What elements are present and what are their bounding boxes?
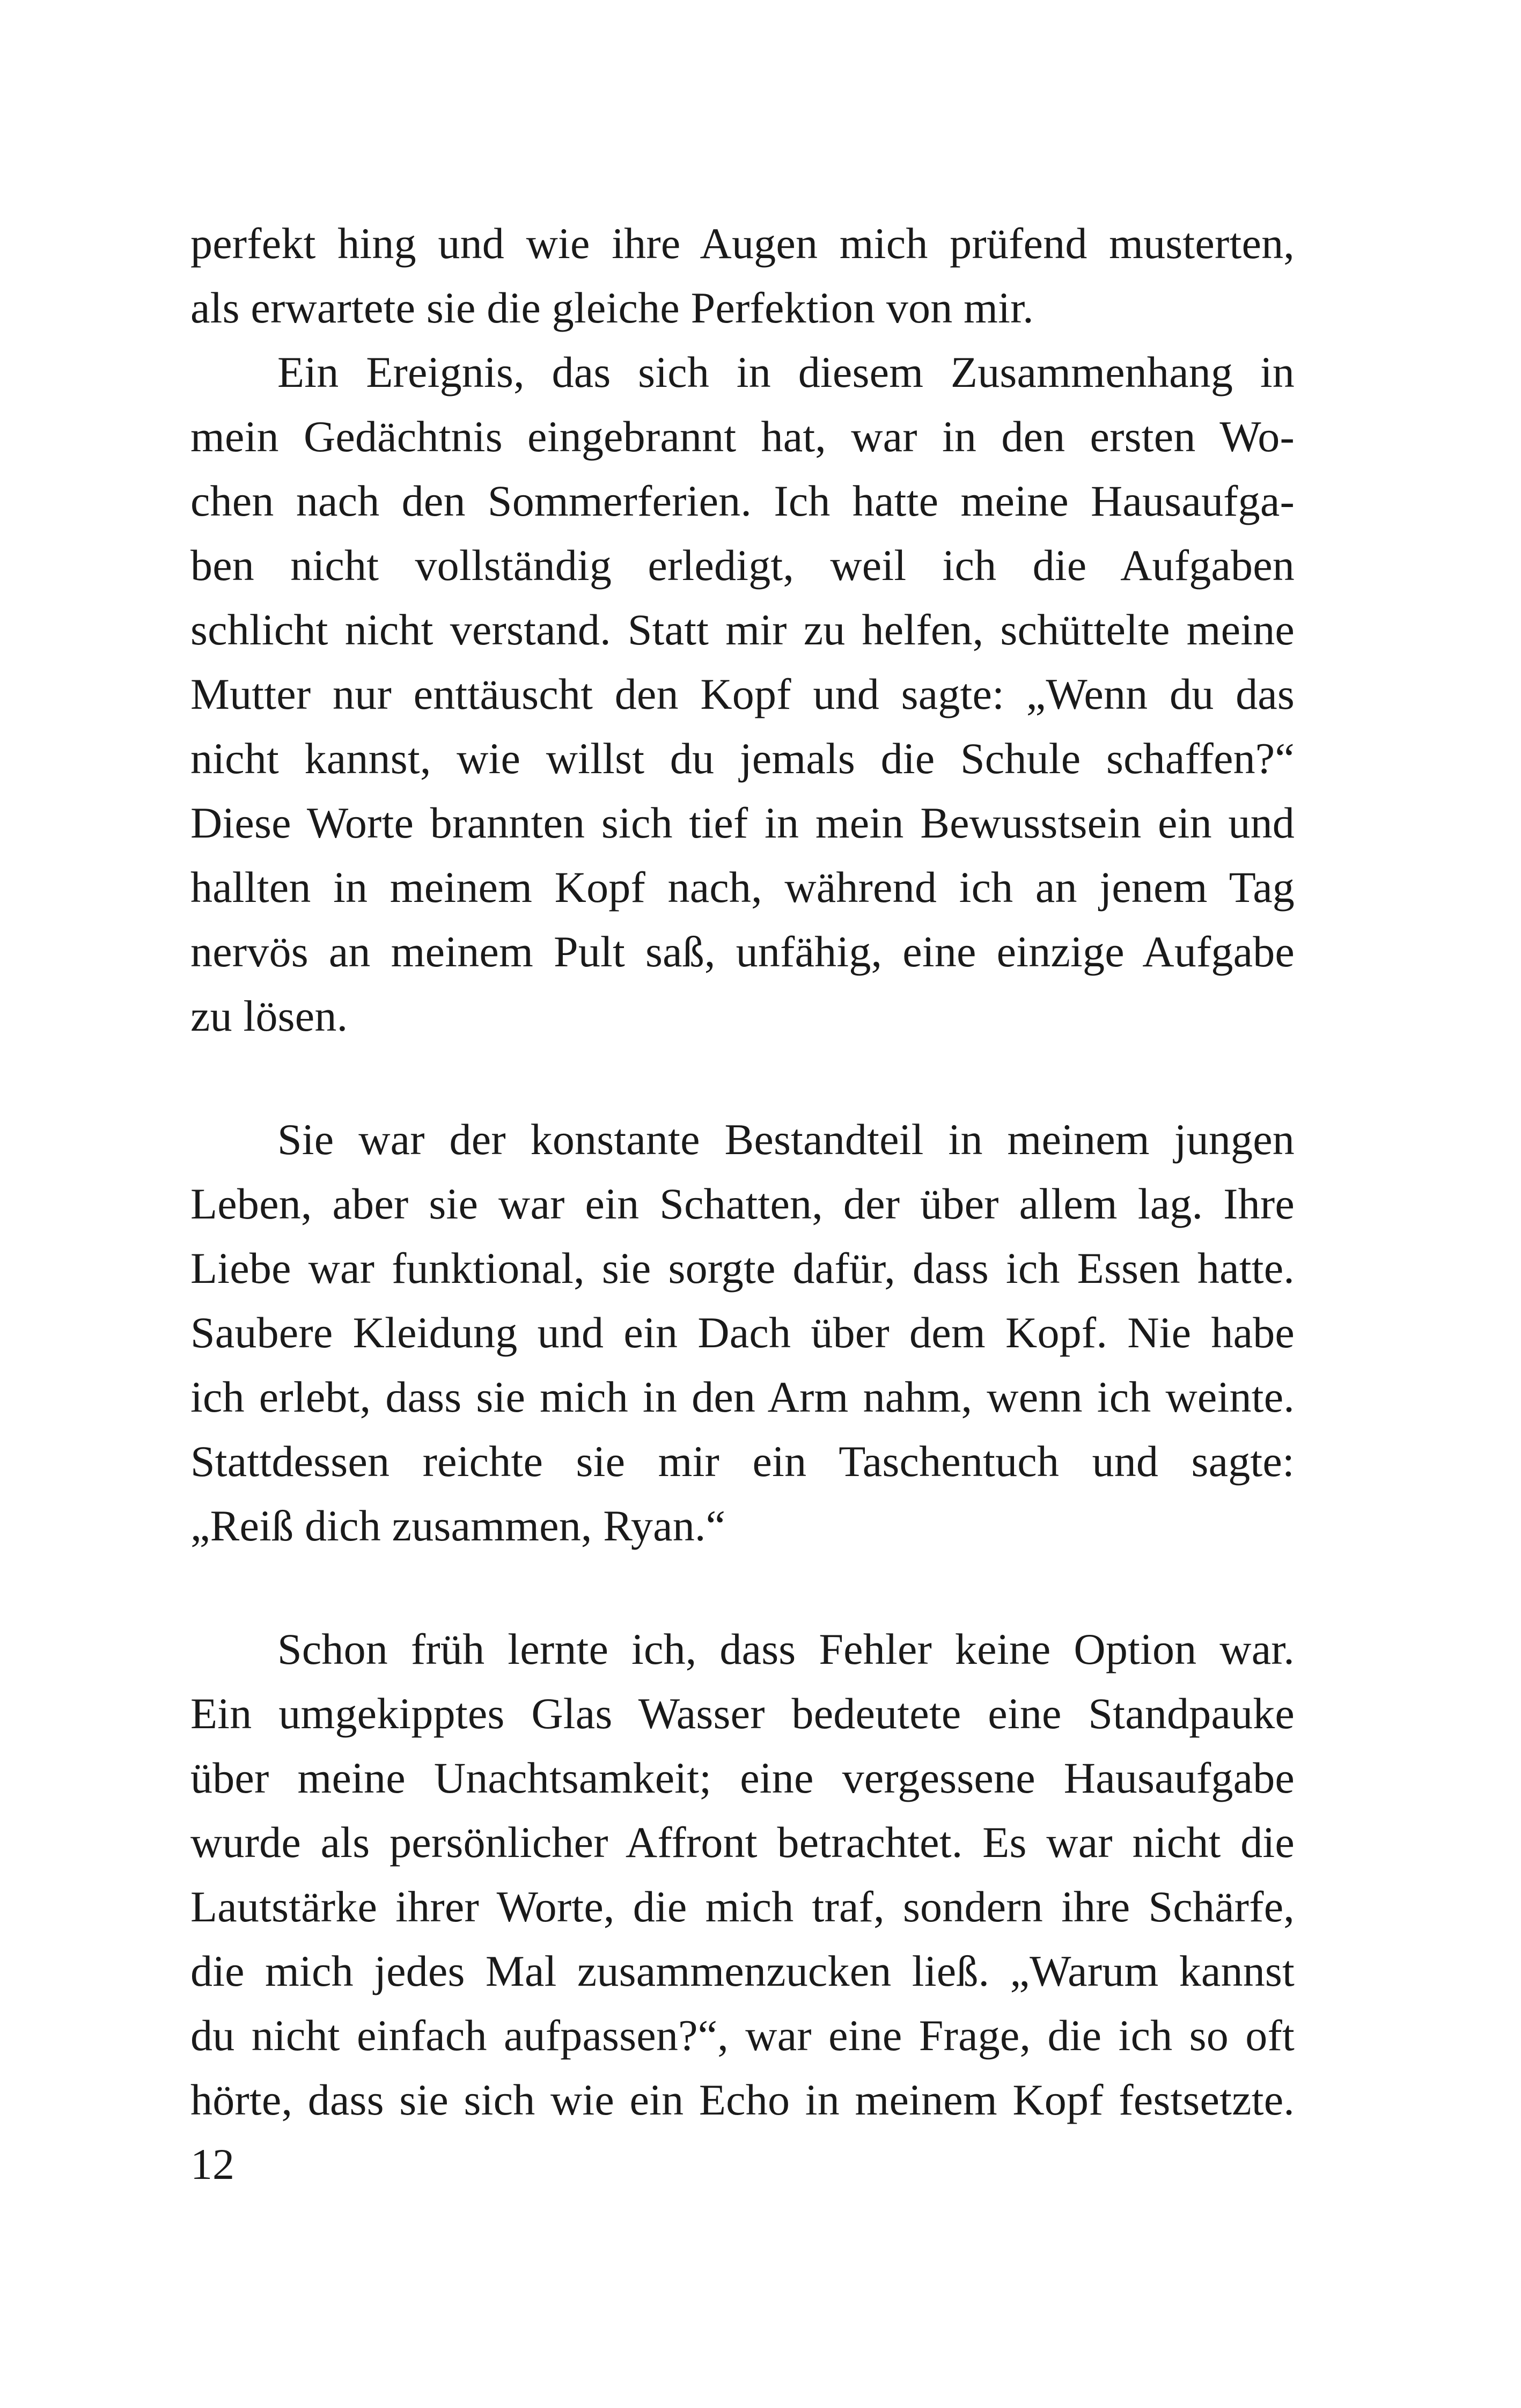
- text-line: du nicht einfach aufpassen?“, war eine Frage, die ich so oft: [190, 2011, 1295, 2060]
- text-line: schlicht nicht verstand. Statt mir zu helfen, schüttelte meine: [190, 605, 1295, 654]
- text-line: Sie war der konstante Bestandteil in meinem jungen: [277, 1115, 1295, 1164]
- text-line: wurde als persönlicher Affront betrachtet. Es war nicht die: [190, 1818, 1295, 1867]
- text-line: mein Gedächtnis eingebrannt hat, war in den ersten Wo-: [190, 412, 1295, 461]
- text-line: über meine Unachtsamkeit; eine vergessene Hausaufgabe: [190, 1753, 1295, 1802]
- text-line: perfekt hing und wie ihre Augen mich prüfend musterten,: [190, 219, 1295, 268]
- text-line: hörte, dass sie sich wie ein Echo in meinem Kopf festsetzte.: [190, 2075, 1295, 2124]
- text-line: Mutter nur enttäuscht den Kopf und sagte: „Wenn du das: [190, 670, 1295, 718]
- text-line: Stattdessen reichte sie mir ein Taschentuch und sagte:: [190, 1437, 1295, 1486]
- text-line: als erwartete sie die gleiche Perfektion von mir.: [190, 283, 1034, 332]
- text-line: ben nicht vollständig erledigt, weil ich die Aufgaben: [190, 541, 1295, 590]
- text-line: Liebe war funktional, sie sorgte dafür, dass ich Essen hatte.: [190, 1244, 1295, 1293]
- text-line: nervös an meinem Pult saß, unfähig, eine einzige Aufgabe: [190, 927, 1295, 976]
- text-line: Ein umgekipptes Glas Wasser bedeutete eine Standpauke: [190, 1689, 1295, 1738]
- text-line: Leben, aber sie war ein Schatten, der über allem lag. Ihre: [190, 1179, 1295, 1228]
- text-line: Saubere Kleidung und ein Dach über dem Kopf. Nie habe: [190, 1308, 1295, 1357]
- text-line: Diese Worte brannten sich tief in mein Bewusstsein ein und: [190, 798, 1295, 847]
- text-line: chen nach den Sommerferien. Ich hatte meine Hausaufga-: [190, 476, 1295, 525]
- text-line: hallten in meinem Kopf nach, während ich an jenem Tag: [190, 863, 1295, 912]
- text-line: Schon früh lernte ich, dass Fehler keine Option war.: [277, 1625, 1295, 1673]
- text-line: nicht kannst, wie willst du jemals die Schule schaffen?“: [190, 734, 1295, 783]
- text-line: ich erlebt, dass sie mich in den Arm nahm, wenn ich weinte.: [190, 1372, 1295, 1421]
- page-number: 12: [190, 2140, 234, 2189]
- text-line: „Reiß dich zusammen, Ryan.“: [190, 1501, 726, 1550]
- text-line: zu lösen.: [190, 992, 348, 1040]
- text-line: die mich jedes Mal zusammenzucken ließ. „Warum kannst: [190, 1947, 1295, 1995]
- text-line: Ein Ereignis, das sich in diesem Zusammenhang in: [277, 348, 1295, 397]
- text-line: Lautstärke ihrer Worte, die mich traf, sondern ihre Schärfe,: [190, 1882, 1295, 1931]
